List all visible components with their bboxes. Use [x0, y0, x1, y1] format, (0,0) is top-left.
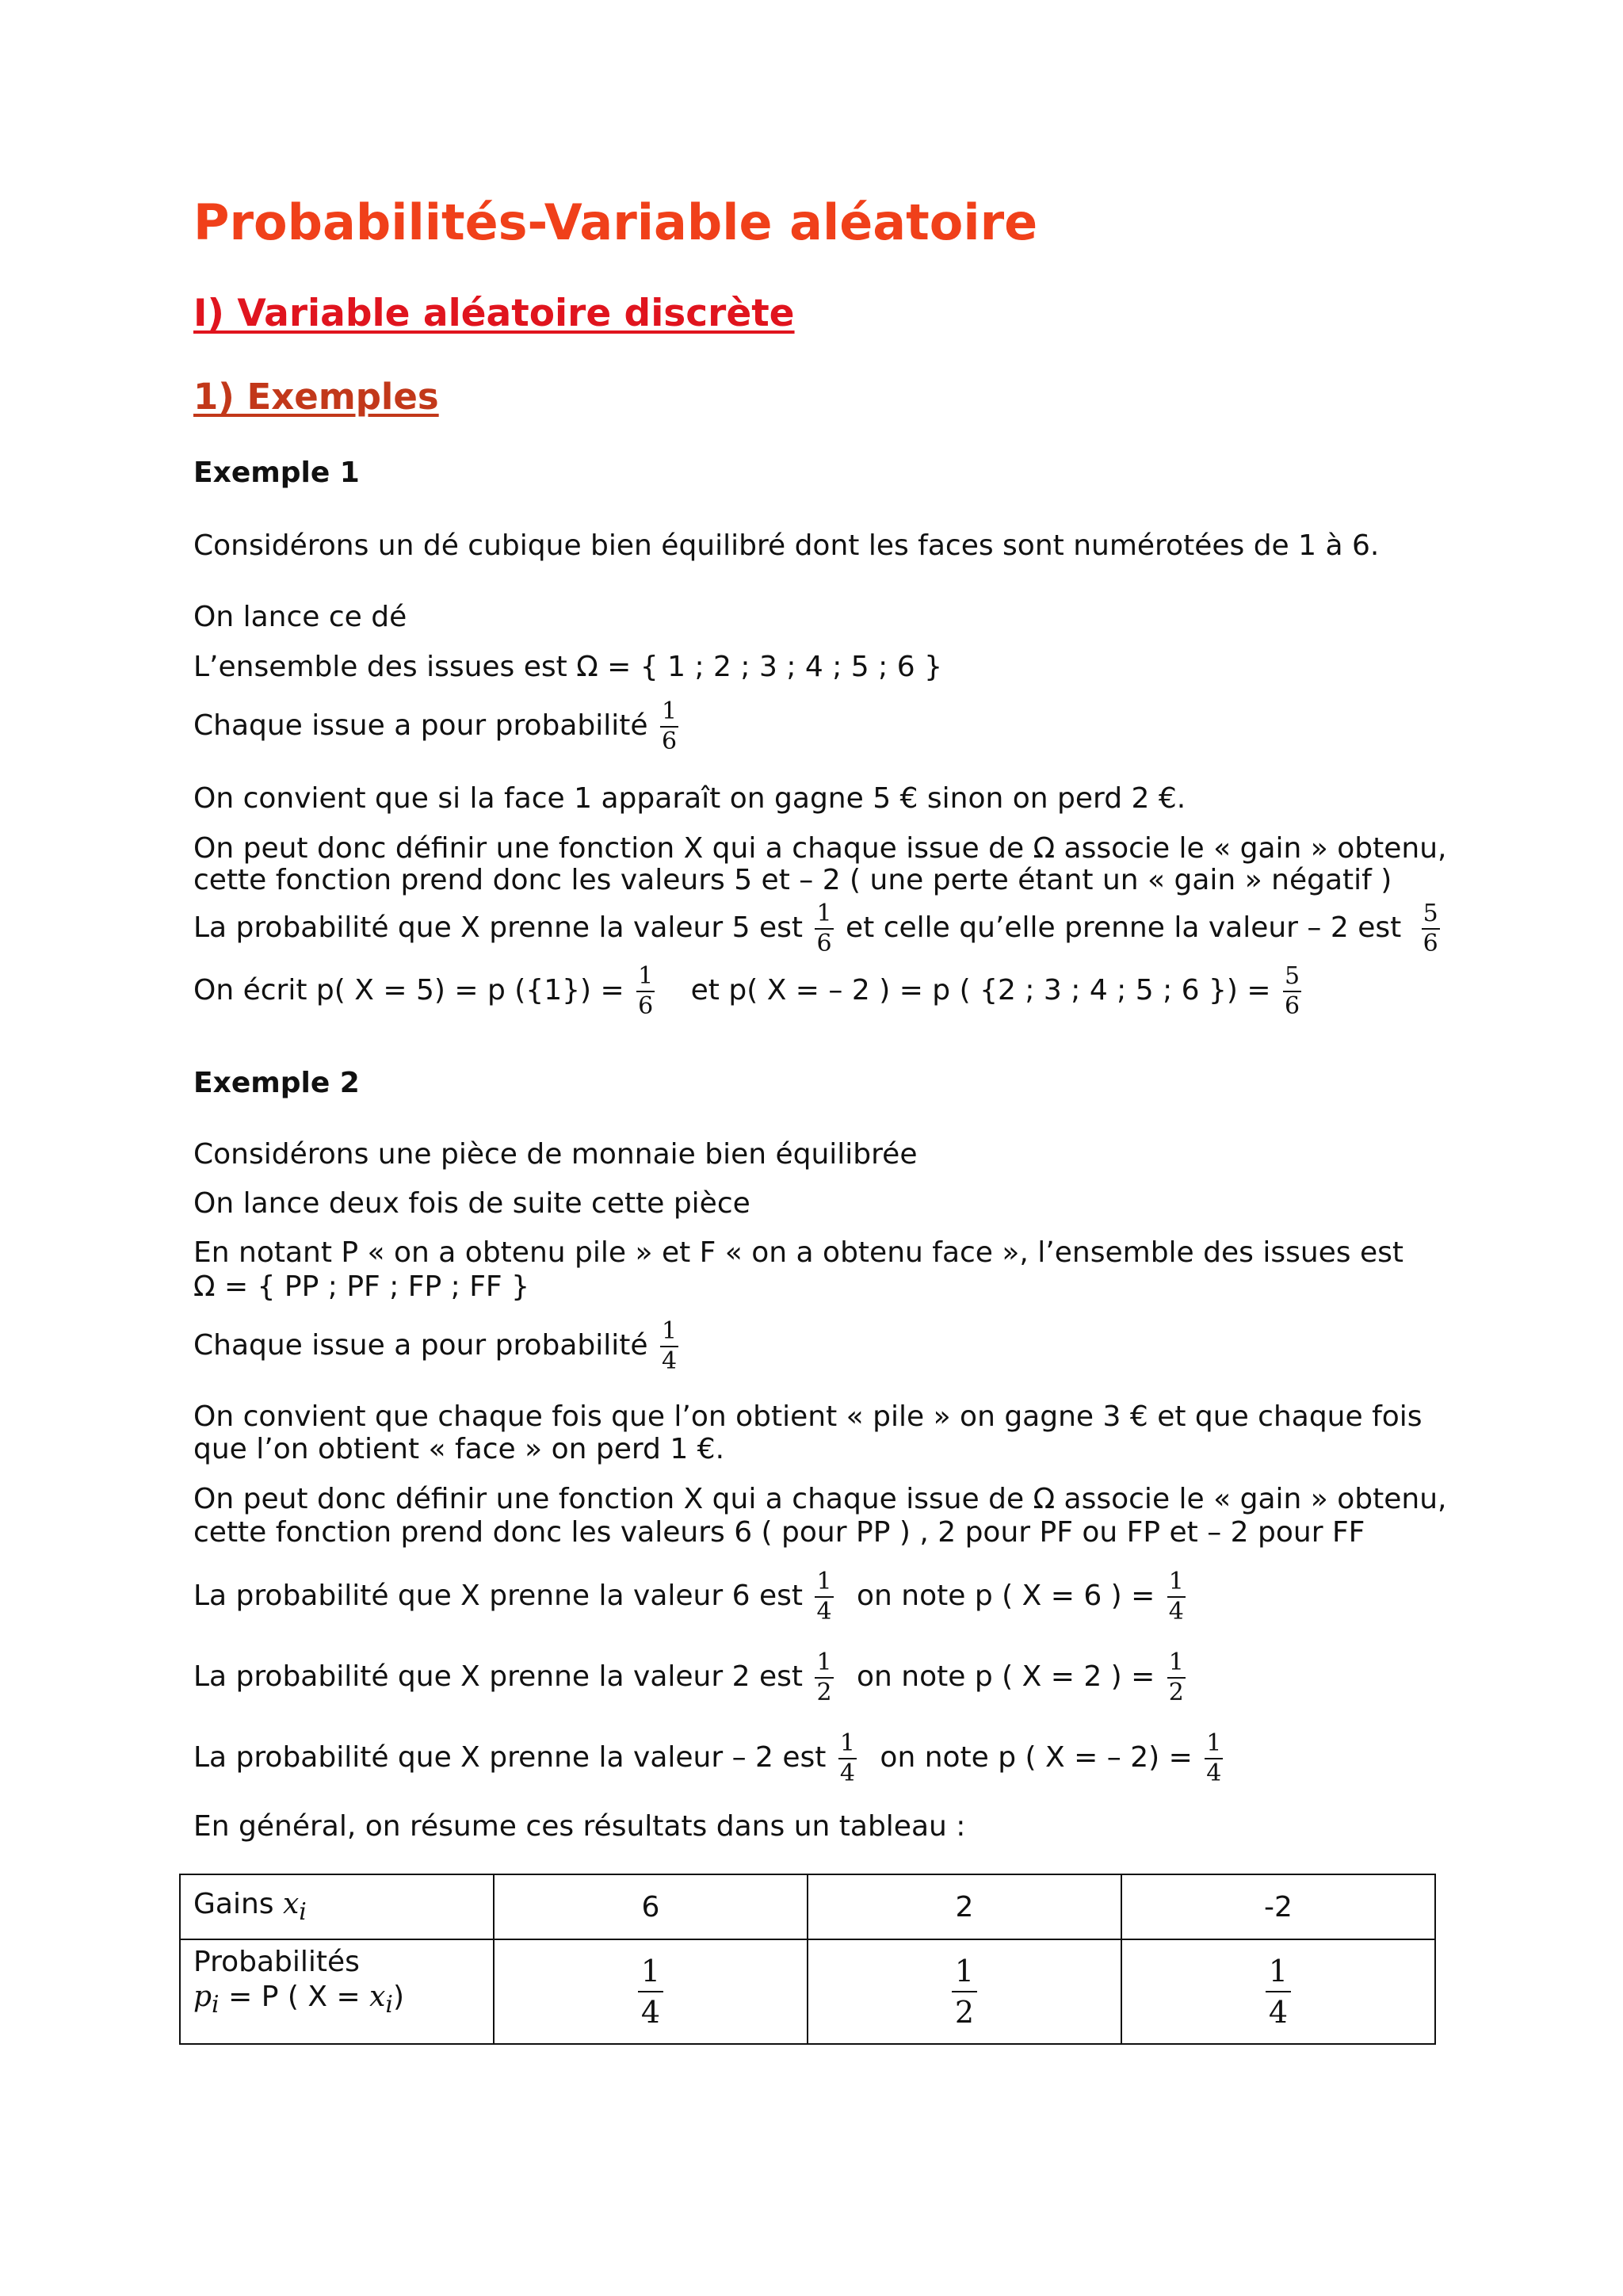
- ex1-line-8-text-a: La probabilité que X prenne la valeur 5 est: [193, 911, 803, 944]
- ex2-line-13: En général, on résume ces résultats dans un tableau :: [193, 1810, 966, 1843]
- page-title: Probabilités-Variable aléatoire: [193, 193, 1038, 251]
- ex1-line-8-text-b: et celle qu’elle prenne la valeur – 2 est: [845, 911, 1402, 944]
- table-cell: 6: [494, 1874, 808, 1939]
- probabilities-formula: $p_i = P$ ( $X = x_i$): [193, 1981, 405, 2019]
- example-2-label: Exemple 2: [193, 1067, 360, 1099]
- fraction-1-6: $\frac{1}{6}$: [638, 962, 654, 1020]
- fraction-1-6: $\frac{1}{6}$: [662, 697, 678, 755]
- ex1-line-4: [193, 697, 682, 756]
- table-cell: 2: [808, 1874, 1121, 1939]
- ex2-line-5-text: Chaque issue a pour probabilité: [193, 1329, 648, 1362]
- ex1-line-8: [193, 900, 1443, 958]
- fraction-1-4: $\frac{1}{4}$: [1206, 1729, 1222, 1787]
- fraction-5-6: $\frac{5}{6}$: [1423, 900, 1438, 957]
- fraction-5-6: $\frac{5}{6}$: [1285, 962, 1300, 1020]
- ex1-line-1: Considérons un dé cubique bien équilibré dont les faces sont numérotées de 1 à 6.: [193, 529, 1380, 562]
- ex1-line-3: L’ensemble des issues est Ω = { 1 ; 2 ; 3 ; 4 ; 5 ; 6 }: [193, 651, 942, 683]
- section-heading: I) Variable aléatoire discrète: [193, 292, 795, 335]
- table-fraction: $\frac{1}{4}$: [1266, 1951, 1291, 2032]
- fraction-1-4: $\frac{1}{4}$: [1168, 1568, 1184, 1626]
- table-row-gains: [180, 1874, 1435, 1939]
- ex1-line-5: On convient que si la face 1 apparaît on gagne 5 € sinon on perd 2 €.: [193, 782, 1186, 815]
- table-fraction: $\frac{1}{4}$: [638, 1951, 663, 2032]
- ex2-line-11: [193, 1648, 1189, 1707]
- gains-variable: $x_i$: [282, 1887, 307, 1927]
- ex2-line-12: [193, 1729, 1226, 1788]
- ex1-line-7: cette fonction prend donc les valeurs 5 et – 2 ( une perte étant un « gain » négatif ): [193, 864, 1392, 896]
- ex1-line-6: On peut donc définir une fonction X qui a chaque issue de Ω associe le « gain » obtenu,: [193, 832, 1447, 865]
- fraction-1-2: $\frac{1}{2}$: [816, 1648, 832, 1706]
- ex2-line-2: On lance deux fois de suite cette pièce: [193, 1187, 750, 1220]
- subsection-heading: 1) Exemples: [193, 376, 439, 418]
- ex2-line-10-text-a: La probabilité que X prenne la valeur 6 est: [193, 1580, 803, 1612]
- ex2-line-11-text-b: on note p ( X = 2 ) =: [856, 1660, 1155, 1693]
- ex1-line-2: On lance ce dé: [193, 601, 407, 633]
- ex2-line-6: On convient que chaque fois que l’on obtient « pile » on gagne 3 € et que chaque fois: [193, 1400, 1423, 1433]
- example-1-label: Exemple 1: [193, 457, 360, 489]
- ex2-line-10-text-b: on note p ( X = 6 ) =: [856, 1580, 1155, 1612]
- fraction-1-4: $\frac{1}{4}$: [816, 1568, 832, 1626]
- ex2-line-11-text-a: La probabilité que X prenne la valeur 2 est: [193, 1660, 803, 1693]
- ex2-line-12-text-b: on note p ( X = – 2) =: [880, 1741, 1193, 1774]
- ex2-line-1: Considérons une pièce de monnaie bien équilibrée: [193, 1138, 918, 1171]
- table-header-gains: [180, 1874, 494, 1939]
- fraction-1-4: $\frac{1}{4}$: [839, 1729, 855, 1787]
- probabilities-label: Probabilités: [193, 1946, 360, 1978]
- table-cell: [1121, 1939, 1435, 2044]
- fraction-1-4: $\frac{1}{4}$: [662, 1317, 678, 1375]
- table-cell: -2: [1121, 1874, 1435, 1939]
- ex2-line-5: [193, 1317, 682, 1376]
- table-cell: [808, 1939, 1121, 2044]
- table-header-probabilities: [180, 1939, 494, 2044]
- ex1-line-9-text-b: et p( X = – 2 ) = p ( {2 ; 3 ; 4 ; 5 ; 6 }) =: [690, 974, 1271, 1007]
- table-fraction: $\frac{1}{2}$: [952, 1951, 977, 2032]
- table-row-probabilities: [180, 1939, 1435, 2044]
- ex2-line-7: que l’on obtient « face » on perd 1 €.: [193, 1433, 725, 1465]
- ex2-line-12-text-a: La probabilité que X prenne la valeur – 2 est: [193, 1741, 827, 1774]
- table-cell: [494, 1939, 808, 2044]
- fraction-1-2: $\frac{1}{2}$: [1168, 1648, 1184, 1706]
- gains-label: Gains: [193, 1887, 274, 1920]
- probability-table: [179, 1874, 1436, 2045]
- ex2-line-10: [193, 1568, 1189, 1626]
- ex2-line-4: Ω = { PP ; PF ; FP ; FF }: [193, 1270, 529, 1303]
- ex2-line-8: On peut donc définir une fonction X qui a chaque issue de Ω associe le « gain » obtenu,: [193, 1483, 1447, 1515]
- ex1-line-9: [193, 962, 1304, 1021]
- ex1-line-9-text-a: On écrit p( X = 5) = p ({1}) =: [193, 974, 624, 1007]
- ex2-line-9: cette fonction prend donc les valeurs 6 ( pour PP ) , 2 pour PF ou FP et – 2 pour FF: [193, 1516, 1365, 1549]
- ex2-line-3: En notant P « on a obtenu pile » et F « on a obtenu face », l’ensemble des issues est: [193, 1236, 1404, 1269]
- fraction-1-6: $\frac{1}{6}$: [816, 900, 832, 957]
- ex1-line-4-text: Chaque issue a pour probabilité: [193, 709, 648, 742]
